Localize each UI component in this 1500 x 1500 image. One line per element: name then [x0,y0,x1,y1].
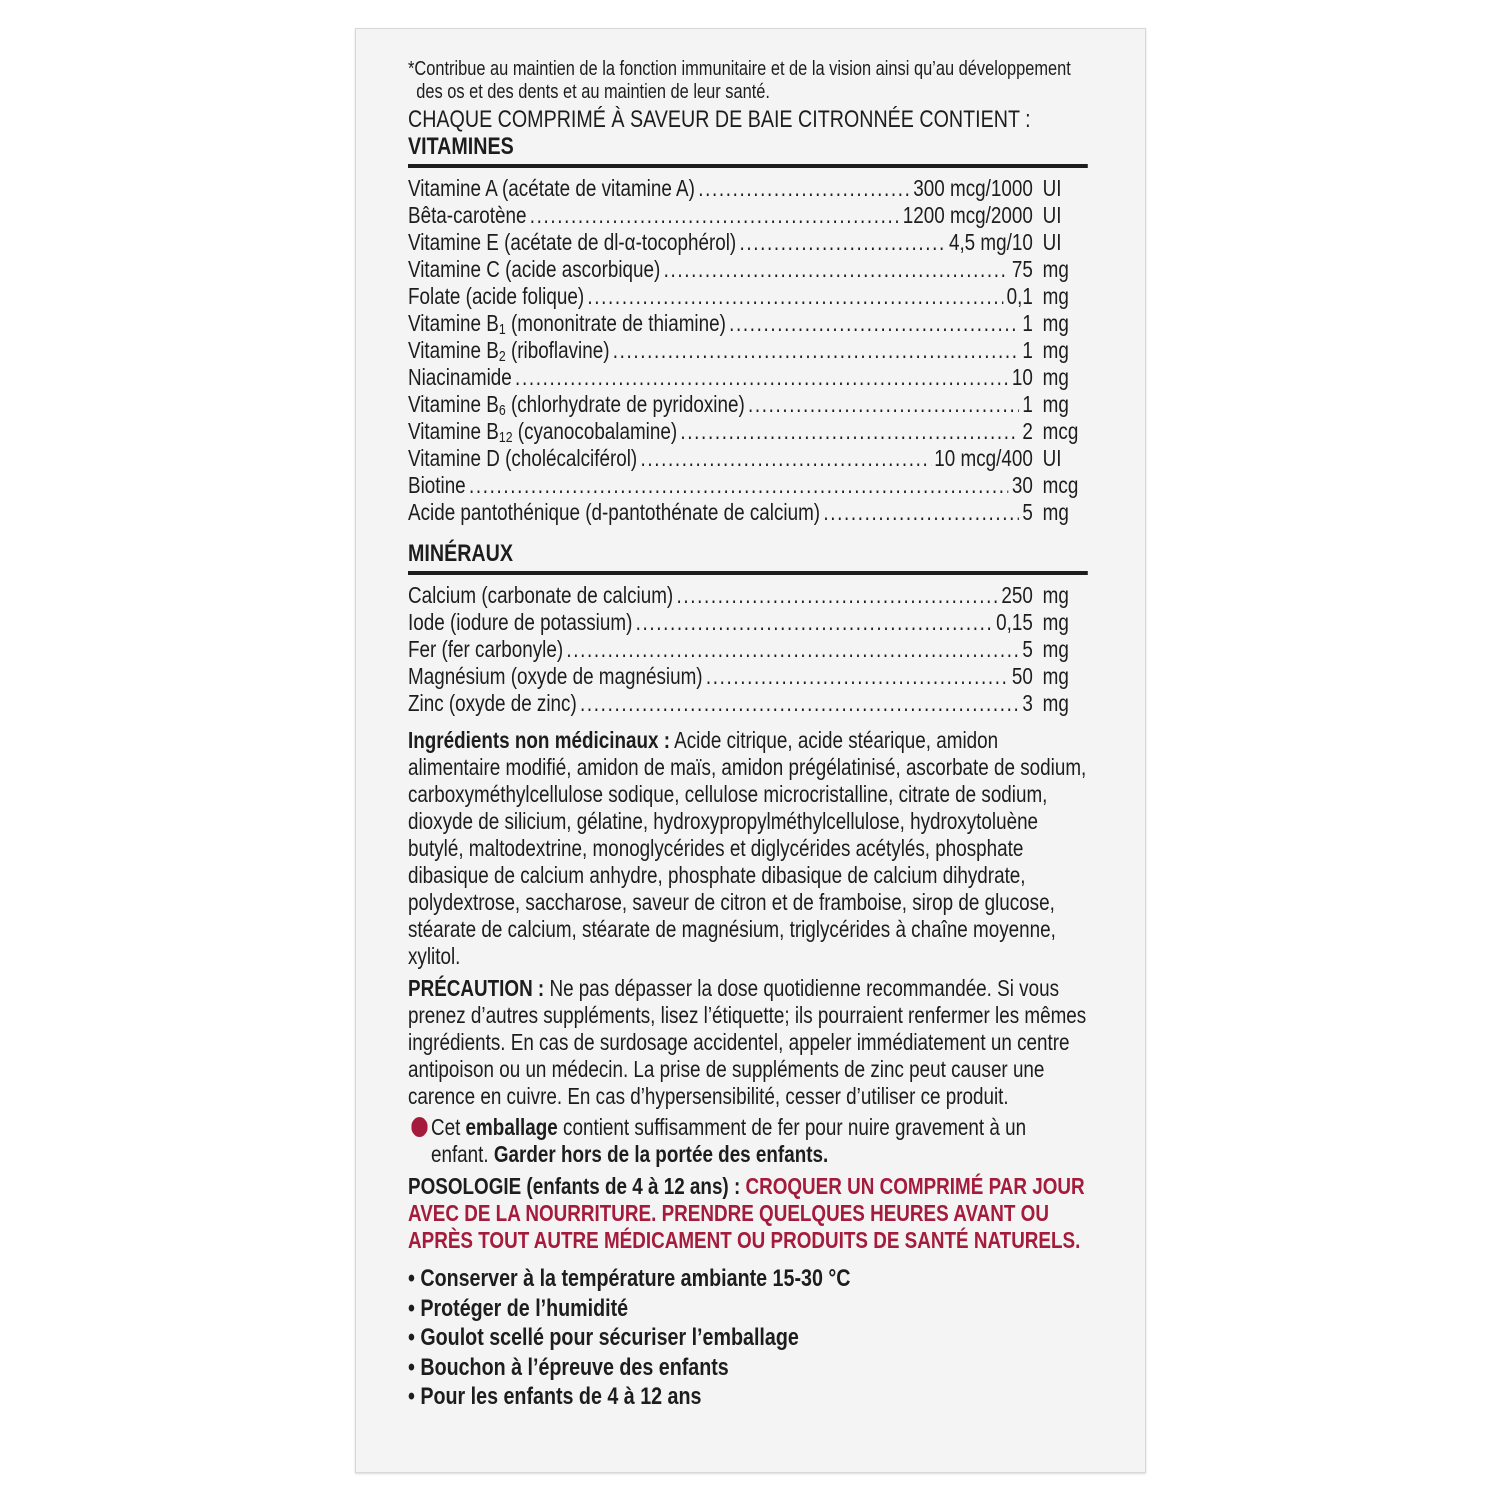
nutrient-amount: 30 [1011,472,1033,498]
nutrient-unit: mg [1042,337,1069,363]
nutrient-row [408,663,1088,690]
nutrient-name: Iode (iodure de potassium) [408,609,633,635]
dot-leader [580,690,1019,717]
nutrient-row [408,337,1088,364]
nutrient-row [408,418,1088,445]
nutrient-name: Bêta-carotène [408,202,527,228]
nutrient-unit: mg [1042,636,1069,662]
nutrient-amount: 50 [1011,663,1033,689]
nutrient-row [408,202,1088,229]
nutrient-amount: 5 [1022,499,1033,525]
nutrient-unit: mg [1042,310,1069,336]
dot-leader [729,310,1019,337]
nutrient-unit: mg [1042,283,1069,309]
warning-text: Cet [430,1114,466,1140]
iron-warning [408,1114,1088,1168]
dot-leader [739,229,945,256]
nutrient-unit: UI [1042,175,1062,201]
nutrient-name: Vitamine A (acétate de vitamine A) [408,175,695,201]
nutrient-name: Vitamine D (cholécalciférol) [408,445,638,471]
vitamins-title: VITAMINES [408,133,514,160]
dot-leader [469,472,1009,499]
minerals-list [408,582,1088,717]
nutrient-amount: 1200 mcg/2000 [902,202,1033,228]
contains-heading: CHAQUE COMPRIMÉ À SAVEUR DE BAIE CITRONNÉE CONTIENT : [408,106,1031,133]
nutrient-row [408,472,1088,499]
non-medicinal-label: Ingrédients non médicinaux : [408,727,670,753]
caution-text: Ne pas dépasser la dose quotidienne recommandée. Si vous prenez d’autres suppléments, lisez l’étiquette; ils pourraient renfermer les mêmes ingrédients. En cas de surdosage accidentel, appeler immédiatement un centre antipoison ou un médecin. La prise de suppléments de zinc peut causer une carence en cuivre. En cas d’hypersensibilité, cesser d’utiliser ce produit. [408,975,1087,1109]
dot-leader [664,256,1009,283]
nutrient-name: Vitamine $B_6$ (chlorhydrate de pyridoxine) [408,391,745,419]
nutrient-amount: 5 [1022,636,1033,662]
dot-leader [636,609,993,636]
nutrient-row [408,175,1088,202]
dot-leader [587,283,1003,310]
nutrient-row [408,499,1088,526]
storage-bullets [408,1264,1088,1412]
nutrient-unit: mg [1042,256,1069,282]
nutrient-amount: 1 [1022,337,1033,363]
bullet-item: • Bouchon à l’épreuve des enfants [408,1353,729,1381]
dot-leader [613,337,1019,364]
nutrient-row [408,445,1088,472]
nutrient-name: Folate (acide folique) [408,283,585,309]
nutrient-amount: 1 [1022,310,1033,336]
nutrient-amount: 2 [1022,418,1033,444]
nutrient-amount: 10 [1011,364,1033,390]
nutrient-amount: 10 mcg/400 [934,445,1033,471]
nutrient-amount: 75 [1011,256,1033,282]
divider [408,571,1088,575]
minerals-title: MINÉRAUX [408,540,513,567]
dot-leader [676,582,998,609]
dot-leader [530,202,900,229]
nutrient-row [408,391,1088,418]
nutrient-unit: mg [1042,364,1069,390]
nutrient-unit: mg [1042,663,1069,689]
nutrient-name: Vitamine $B_1$ (mononitrate de thiamine) [408,310,726,338]
nutrient-amount: 0,1 [1006,283,1033,309]
nutrient-name: Fer (fer carbonyle) [408,636,564,662]
dot-leader [748,391,1019,418]
nutrient-name: Vitamine $B_{12}$ (cyanocobalamine) [408,418,678,446]
nutrient-row [408,636,1088,663]
dot-leader [698,175,910,202]
warning-text: contient suffisamment de fer pour nuire gravement à un enfant. [430,1114,1027,1167]
nutrient-row [408,690,1088,717]
nutrient-unit: mg [1042,690,1069,716]
nutrient-unit: UI [1042,445,1062,471]
nutrient-unit: UI [1042,229,1062,255]
nutrient-name: Acide pantothénique (d-pantothénate de calcium) [408,499,821,525]
nutrient-unit: mg [1042,391,1069,417]
non-medicinal-ingredients [408,727,1088,970]
bullet-item: • Pour les enfants de 4 à 12 ans [408,1383,702,1410]
nutrient-unit: mg [1042,582,1069,608]
nutrient-row [408,283,1088,310]
nutrient-row [408,609,1088,636]
vitamins-list [408,175,1088,526]
nutrient-amount: 300 mcg/1000 [913,175,1033,201]
nutrient-amount: 1 [1022,391,1033,417]
dot-leader [515,364,1009,391]
warning-bold: Garder hors de la portée des enfants. [493,1141,829,1167]
nutrient-unit: mg [1042,499,1069,525]
nutrient-amount: 3 [1022,690,1033,716]
nutrient-name: Biotine [408,472,466,498]
caution [408,975,1088,1110]
footnote [408,58,1088,104]
nutrient-unit: mcg [1042,418,1079,444]
dosage [408,1173,1088,1254]
nutrient-unit: UI [1042,202,1062,228]
bullet-item: • Protéger de l’humidité [408,1294,629,1322]
warning-bold: emballage [465,1114,558,1140]
nutrient-amount: 4,5 mg/10 [948,229,1033,255]
dot-leader [706,663,1009,690]
dosage-label: POSOLOGIE (enfants de 4 à 12 ans) : [408,1173,741,1199]
caution-label: PRÉCAUTION : [408,975,545,1001]
dot-leader [640,445,931,472]
non-medicinal-text: Acide citrique, acide stéarique, amidon alimentaire modifié, amidon de maïs, amidon prégélatinisé, ascorbate de sodium, carboxyméthylcellulose sodique, cellulose microcristalline, citrate de sodium, dioxyde de silicium, gélatine, hydroxypropylméthylcellulose, hydroxytoluène butylé, maltodextrine, monoglycérides et diglycérides acétylés, phosphate dibasique de calcium anhydre, phosphate dibasique de calcium dihydrate, polydextrose, saccharose, saveur de citron et de framboise, sirop de glucose, stéarate de calcium, stéarate de magnésium, triglycérides à chaîne moyenne, xylitol. [408,727,1087,969]
footnote-line: *Contribue au maintien de la fonction immunitaire et de la vision ainsi qu’au développement [408,58,1071,80]
nutrient-name: Magnésium (oxyde de magnésium) [408,663,703,689]
dot-leader [566,636,1019,663]
nutrient-row [408,310,1088,337]
nutrient-name: Vitamine E (acétate de dl-α-tocophérol) [408,229,737,255]
nutrient-unit: mg [1042,609,1069,635]
bullet-item: • Goulot scellé pour sécuriser l’emballage [408,1324,799,1351]
nutrient-row [408,582,1088,609]
nutrient-name: Zinc (oxyde de zinc) [408,690,577,716]
dot-leader [680,418,1019,445]
nutrient-name: Vitamine $B_2$ (riboflavine) [408,337,610,365]
bullet-item: • Conserver à la température ambiante 15-30 °C [408,1265,851,1292]
stop-sign-icon [411,1117,427,1137]
nutrient-name: Niacinamide [408,364,512,390]
label-content [408,58,1088,1412]
nutrient-row [408,364,1088,391]
dosage-text: CROQUER UN COMPRIMÉ PAR JOUR AVEC DE LA NOURRITURE. PRENDRE QUELQUES HEURES AVANT OU APRÈS TOUT AUTRE MÉDICAMENT OU PRODUITS DE SANTÉ NATURELS. [408,1173,1085,1253]
nutrient-amount: 0,15 [996,609,1033,635]
nutrient-row [408,256,1088,283]
nutrient-row [408,229,1088,256]
nutrient-unit: mcg [1042,472,1079,498]
footnote-line: des os et des dents et au maintien de leur santé. [416,81,770,103]
dot-leader [823,499,1019,526]
nutrient-name: Calcium (carbonate de calcium) [408,582,674,608]
nutrient-amount: 250 [1001,582,1033,608]
divider [408,164,1088,168]
nutrient-name: Vitamine C (acide ascorbique) [408,256,661,282]
